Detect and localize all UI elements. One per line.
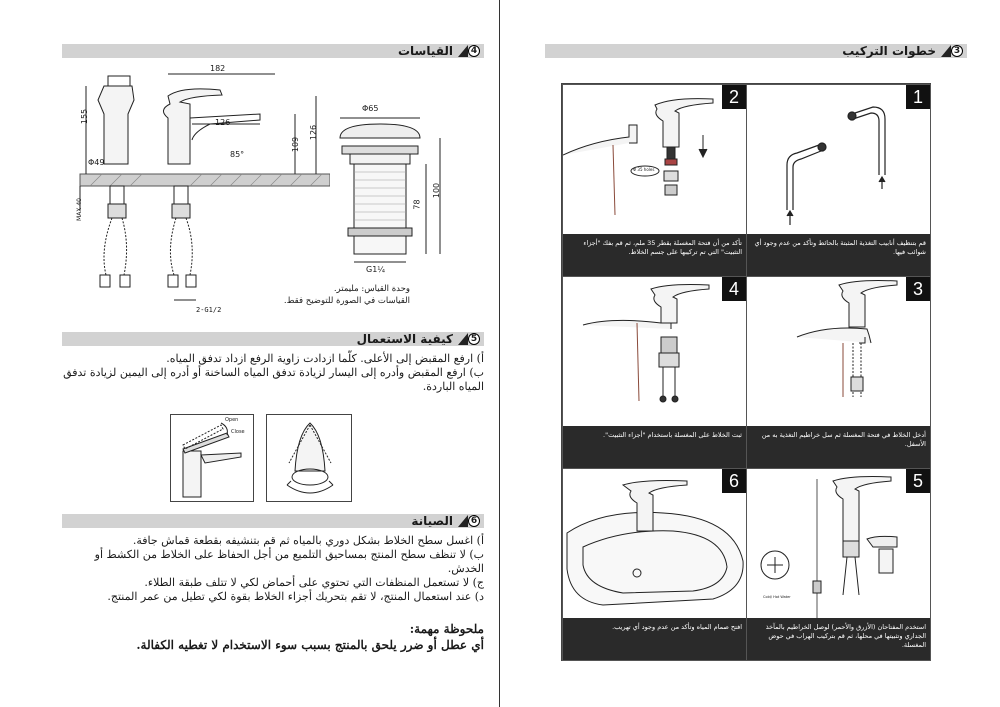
section-number: 4 — [468, 45, 480, 57]
step-number: 6 — [722, 469, 746, 493]
dim-126: 126 — [215, 118, 231, 127]
maintenance-line: ج) لا تستعمل المنظفات التي تحتوي على أحماض لكي لا تتلف طبقة الطلاء. — [144, 576, 484, 589]
dim-78: 78 — [412, 199, 422, 210]
dim-g12: 2-G1/2 — [196, 306, 222, 314]
section-triangle-icon — [941, 45, 951, 57]
step-caption: استخدم المفتاحان (الأزرق والأحمر) لوصل الخراطيم بالمآخذ الجداري وتثبيتها في محلها، ثم قم بتركيب الهراب في حوض المغسلة. — [747, 618, 930, 660]
section-number: 5 — [468, 333, 480, 345]
dimensions-title: القياسات — [397, 44, 453, 58]
installation-steps-grid — [561, 83, 931, 661]
maintenance-section-bar — [62, 514, 484, 528]
section-triangle-icon — [458, 45, 468, 57]
step-caption: ثبت الخلاط على المغسلة باستخدام "أجزاء التثبيت". — [563, 426, 746, 468]
dimensions-section-bar — [62, 44, 484, 58]
section-triangle-icon — [458, 515, 468, 527]
dim-100: 100 — [432, 182, 442, 199]
open-label: Open — [225, 417, 239, 423]
step-number: 5 — [906, 469, 930, 493]
usage-line: ب) ارفع المقبض وأدره إلى اليسار لزيادة تدفق المياه الساخنة أو أدره إلى اليمين لزيادة تدفق المياه الباردة. — [63, 366, 484, 393]
step-number: 2 — [722, 85, 746, 109]
step-1 — [746, 84, 931, 277]
step-caption: قم بتنظيف أنابيب التغذية المثبتة بالحائط وتأكد من عدم وجود أي شوائب فيها. — [747, 234, 930, 276]
valve-label: Cold/ Hot Water — [763, 595, 791, 599]
dim-109: 109 — [291, 136, 301, 153]
installation-section-bar — [545, 44, 967, 58]
dim-49: Φ49 — [88, 158, 105, 167]
dim-max40: MAX 40 — [75, 198, 83, 221]
usage-text — [62, 352, 484, 394]
dim-g114: G1¼ — [366, 265, 386, 274]
section-number: 6 — [468, 515, 480, 527]
usage-section-bar — [62, 332, 484, 346]
step-caption: أدخل الخلاط في فتحة المغسلة ثم سل خراطيم التغذية به من الأسفل. — [747, 426, 930, 468]
illustrative-note: القياسات في الصورة للتوضيح فقط. — [283, 296, 410, 306]
step-number: 1 — [906, 85, 930, 109]
hole-label: Φ 35 holes — [633, 167, 655, 172]
maintenance-line: أ) اغسل سطح الخلاط بشكل دوري بالمياه ثم قم بتنشيفه بقطعة قماش جافة. — [132, 534, 484, 547]
faucet-dimension-drawing — [70, 60, 330, 320]
dim-155: 155 — [80, 108, 90, 125]
step-number: 4 — [722, 277, 746, 301]
installation-title: خطوات التركيب — [842, 44, 936, 58]
note-text: أي عطل أو ضرر يلحق بالمنتج بسبب سوء الاستخدام لا تغطيه الكفالة. — [136, 638, 484, 652]
step-5 — [746, 468, 931, 661]
usage-line: أ) ارفع المقبض إلى الأعلى. كلّما ازدادت زاوية الرفع ازداد تدفق المياه. — [166, 352, 484, 365]
right-page — [501, 0, 1000, 707]
section-number: 3 — [951, 45, 963, 57]
section-triangle-icon — [458, 333, 468, 345]
maintenance-text — [62, 534, 484, 604]
maintenance-line: د) عند استعمال المنتج، لا تقم بتحريك أجزاء الخلاط بقوة لكي تطيل من عمر المنتج. — [107, 590, 484, 603]
step-3 — [746, 276, 931, 469]
dim-65: Φ65 — [362, 104, 379, 113]
usage-rotate-picture — [266, 414, 352, 502]
close-label: Close — [231, 429, 245, 435]
maintenance-line: ب) لا تنظف سطح المنتج بمساحيق التلميع من أجل الحفاظ على الخلاط من الكشط أو الخدش. — [94, 548, 484, 575]
usage-lift-picture — [170, 414, 254, 502]
dim-126b: 126 — [309, 124, 319, 141]
step-2 — [562, 84, 747, 277]
dim-182: 182 — [210, 64, 226, 73]
note-title: ملحوظة مهمة: — [409, 622, 484, 636]
step-number: 3 — [906, 277, 930, 301]
dim-angle: 85° — [230, 150, 245, 159]
step-6 — [562, 468, 747, 661]
maintenance-title: الصيانة — [411, 514, 453, 528]
step-caption: تأكد من أن فتحة المغسلة بقطر 35 ملم، ثم قم بفك "أجزاء التثبيت" التي تم تركيبها على جسم الخلاط. — [563, 234, 746, 276]
step-4 — [562, 276, 747, 469]
unit-note: وحدة القياس: مليمتر. — [333, 284, 410, 294]
step-caption: افتح صمام المياه وتأكد من عدم وجود أي تهريب. — [563, 618, 746, 660]
usage-title: كيفية الاستعمال — [356, 332, 453, 346]
